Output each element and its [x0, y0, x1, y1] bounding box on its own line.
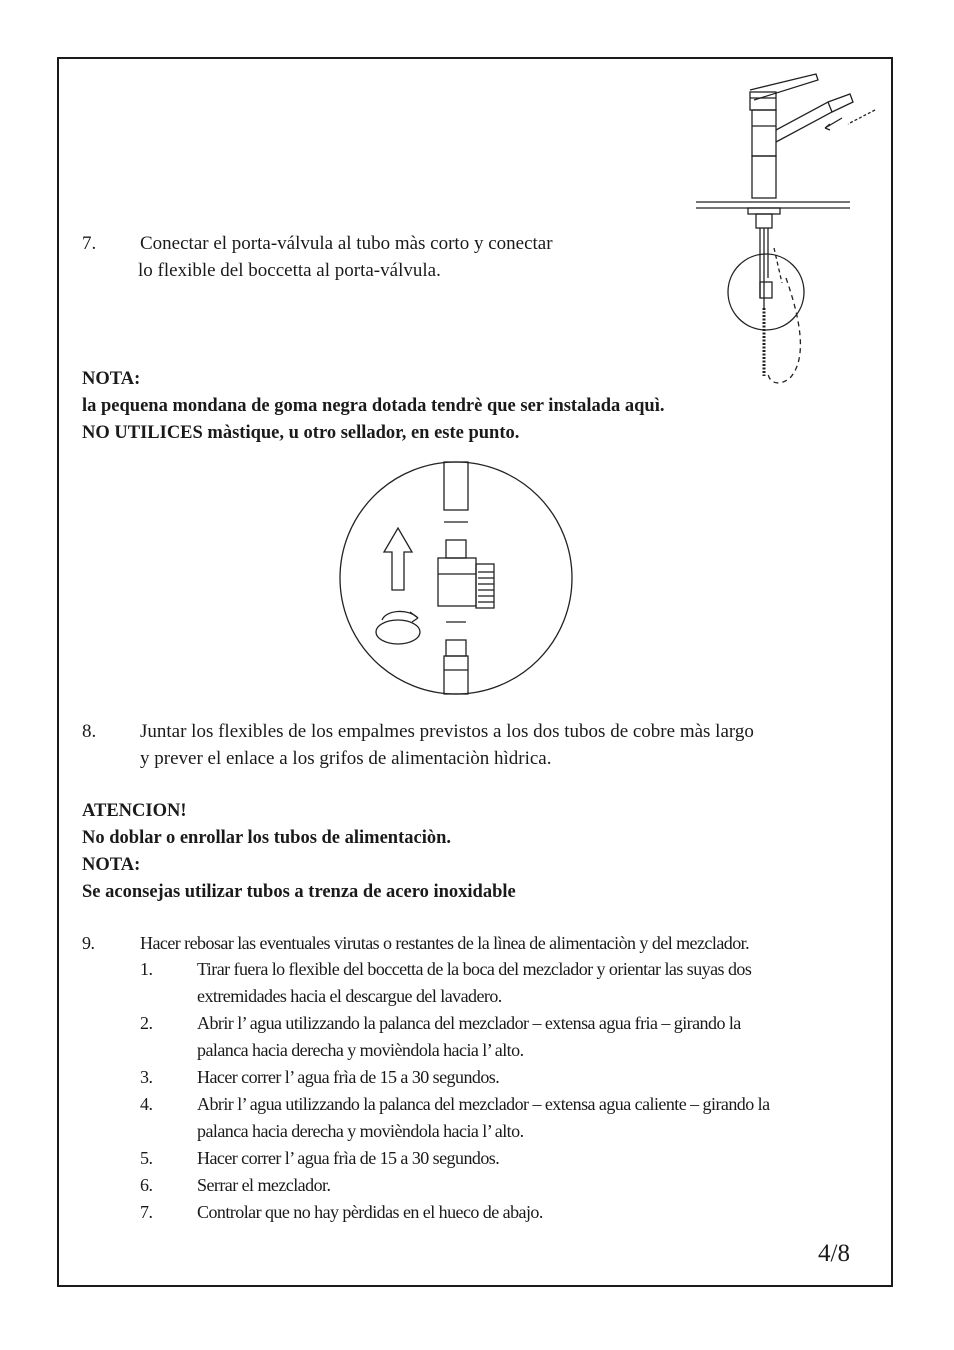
step-7-line-1: Conectar el porta-válvula al tubo màs corto y conectar [140, 233, 553, 254]
substep-line-1: Abrir l’ agua utilizzando la palanca del mezclador – extensa agua fria – girando la [197, 1013, 741, 1033]
faucet-illustration [690, 68, 860, 388]
page-number: 4/8 [818, 1240, 850, 1267]
substep-number: 3. [140, 1067, 153, 1087]
nota-2-line: Se aconsejas utilizar tubos a trenza de acero inoxidable [82, 882, 516, 902]
substep-number: 2. [140, 1013, 153, 1033]
substep-line-1: Controlar que no hay pèrdidas en el hueco de abajo. [197, 1202, 543, 1222]
step-8-line-2: y prever el enlace a los grifos de alimentaciòn hìdrica. [140, 748, 552, 769]
step-9-number: 9. [82, 933, 95, 953]
substep-line-1: Tirar fuera lo flexible del boccetta de la boca del mezclador y orientar las suyas dos [197, 959, 752, 979]
substep-number: 6. [140, 1175, 153, 1195]
nota-line-2: NO UTILICES màstique, u otro sellador, en este punto. [82, 423, 520, 443]
substep-line-2: palanca hacia derecha y movièndola hacia l’ alto. [197, 1121, 524, 1141]
nota-line-1: la pequena mondana de goma negra dotada tendrè que ser instalada aquì. [82, 396, 665, 416]
substep-line-2: palanca hacia derecha y movièndola hacia l’ alto. [197, 1040, 524, 1060]
substep-line-1: Abrir l’ agua utilizzando la palanca del mezclador – extensa agua caliente – girando la [197, 1094, 770, 1114]
substep-number: 5. [140, 1148, 153, 1168]
step-8-number: 8. [82, 721, 97, 742]
step-7-number: 7. [82, 233, 97, 254]
atencion-line-1: No doblar o enrollar los tubos de alimentaciòn. [82, 828, 452, 848]
step-8-line-1: Juntar los flexibles de los empalmes previstos a los dos tubos de cobre màs largo [140, 721, 754, 742]
step-9-text: Hacer rebosar las eventuales virutas o restantes de la lìnea de alimentaciòn y del mezclador. [140, 933, 750, 953]
atencion-heading: ATENCION! [82, 801, 187, 821]
substep-line-1: Serrar el mezclador. [197, 1175, 331, 1195]
fitting-detail-illustration [338, 460, 578, 700]
nota-heading: NOTA: [82, 369, 141, 389]
step-7-line-2: lo flexible del boccetta al porta-válvula. [138, 260, 441, 281]
substep-line-1: Hacer correr l’ agua frìa de 15 a 30 segundos. [197, 1067, 500, 1087]
nota-2-heading: NOTA: [82, 855, 141, 875]
substep-number: 4. [140, 1094, 153, 1114]
substep-line-1: Hacer correr l’ agua frìa de 15 a 30 segundos. [197, 1148, 500, 1168]
substep-number: 7. [140, 1202, 153, 1222]
substep-number: 1. [140, 959, 153, 979]
substep-line-2: extremidades hacia el descargue del lavadero. [197, 986, 502, 1006]
